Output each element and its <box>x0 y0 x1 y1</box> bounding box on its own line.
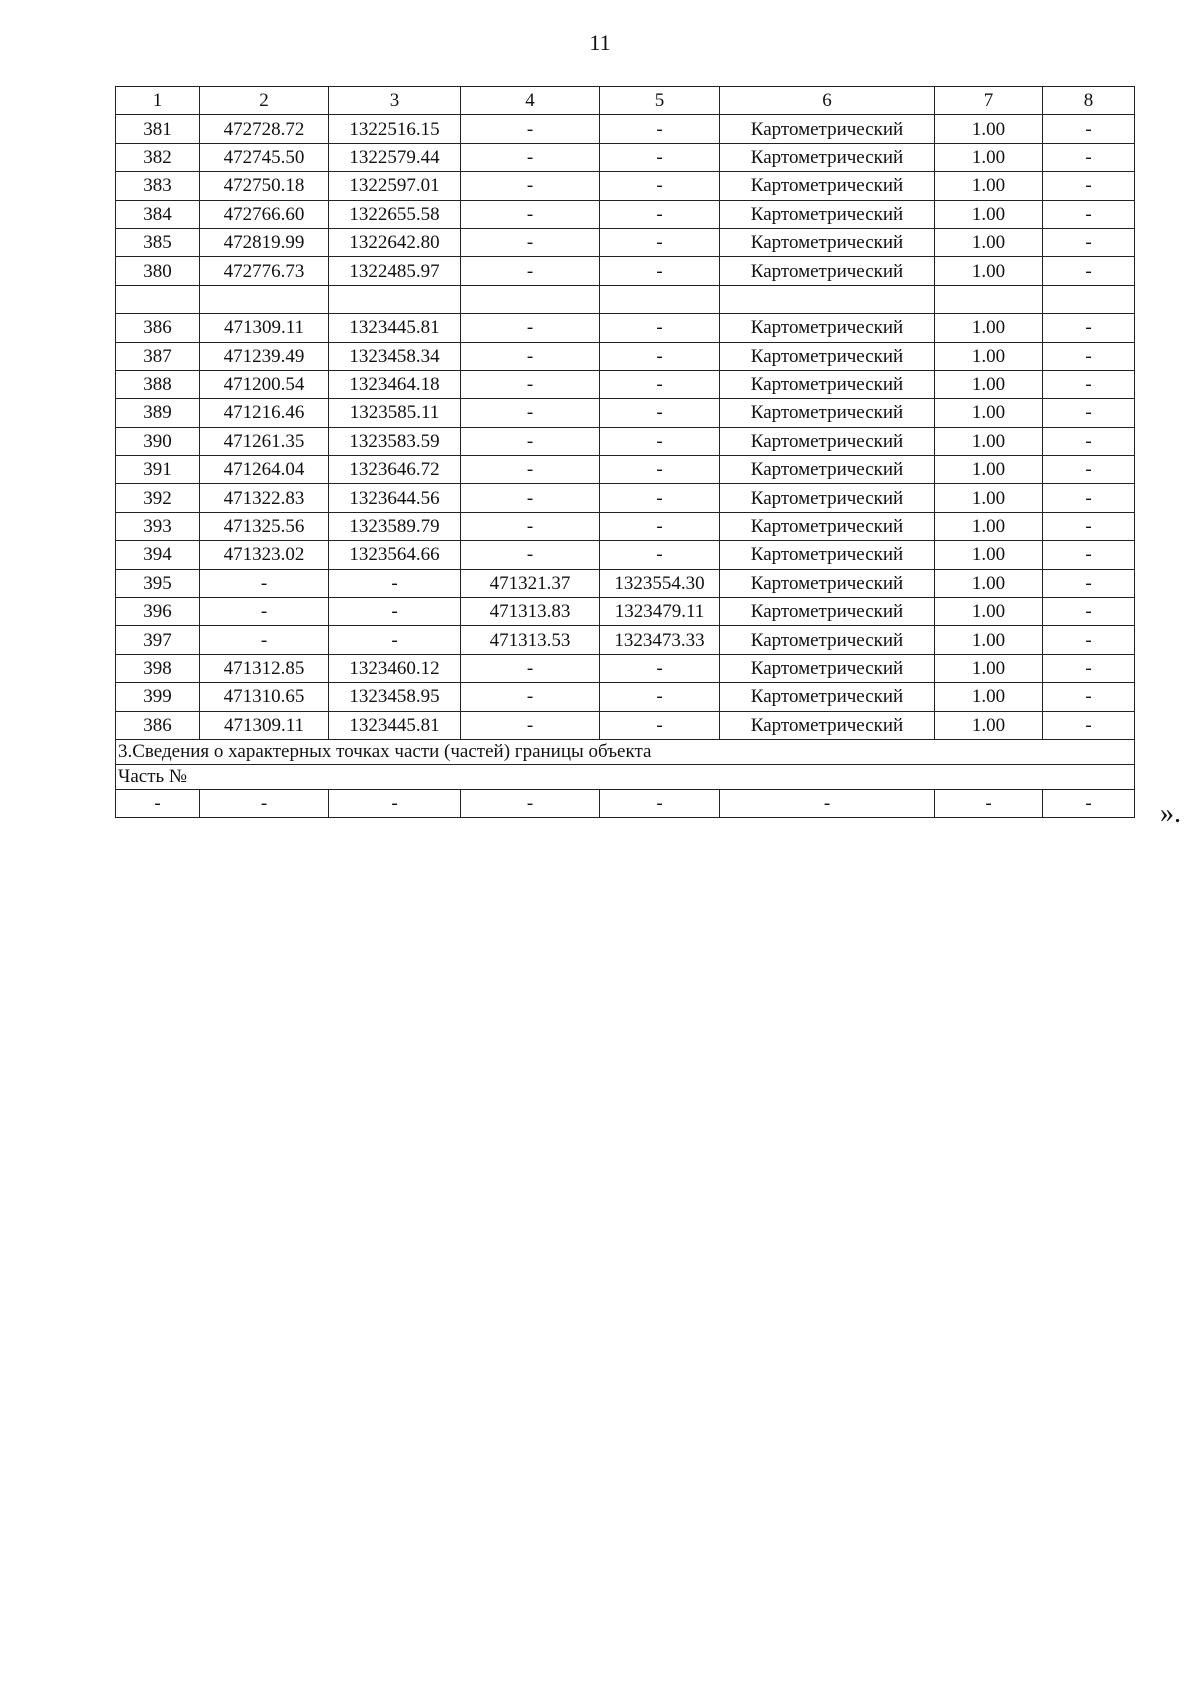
table-cell <box>329 285 461 313</box>
table-cell: - <box>1043 711 1135 739</box>
table-cell: Картометрический <box>720 711 935 739</box>
table-row <box>116 143 1135 171</box>
table-cell: 471309.11 <box>200 711 329 739</box>
column-header: 3 <box>329 87 461 115</box>
table-cell: 1323460.12 <box>329 654 461 682</box>
part-label-row <box>116 764 1135 789</box>
table-cell: - <box>935 789 1043 817</box>
part-label: Часть № <box>116 764 1135 789</box>
table-cell: Картометрический <box>720 200 935 228</box>
table-cell: 1323473.33 <box>600 626 720 654</box>
table-cell: 386 <box>116 314 200 342</box>
table-cell: 471322.83 <box>200 484 329 512</box>
table-cell: - <box>461 228 600 256</box>
table-cell: 382 <box>116 143 200 171</box>
table-cell: - <box>461 342 600 370</box>
table-cell: - <box>1043 427 1135 455</box>
table-row <box>116 512 1135 540</box>
table-cell: - <box>600 228 720 256</box>
table-cell: - <box>461 115 600 143</box>
table-cell: 1.00 <box>935 143 1043 171</box>
table-cell: 1.00 <box>935 569 1043 597</box>
table-cell: 1.00 <box>935 200 1043 228</box>
table-cell: Картометрический <box>720 484 935 512</box>
table-cell: 471313.83 <box>461 598 600 626</box>
table-cell: - <box>1043 172 1135 200</box>
page-number: 11 <box>589 30 611 55</box>
table-cell: Картометрический <box>720 569 935 597</box>
table-cell: 471309.11 <box>200 314 329 342</box>
table-cell: Картометрический <box>720 228 935 256</box>
table-cell: - <box>1043 399 1135 427</box>
table-cell <box>1043 285 1135 313</box>
table-cell: - <box>600 314 720 342</box>
table-cell: 398 <box>116 654 200 682</box>
table-cell: 1322597.01 <box>329 172 461 200</box>
table-cell: 471313.53 <box>461 626 600 654</box>
table-cell: Картометрический <box>720 456 935 484</box>
table-cell: 1323646.72 <box>329 456 461 484</box>
table-cell: - <box>461 456 600 484</box>
table-cell: 472728.72 <box>200 115 329 143</box>
table-cell: - <box>1043 115 1135 143</box>
table-cell: - <box>600 711 720 739</box>
table-row <box>116 427 1135 455</box>
table-cell <box>935 285 1043 313</box>
column-header: 7 <box>935 87 1043 115</box>
table-cell: - <box>329 789 461 817</box>
table-cell: - <box>600 143 720 171</box>
table-cell: 472766.60 <box>200 200 329 228</box>
table-cell: - <box>461 314 600 342</box>
table-row <box>116 541 1135 569</box>
table-cell: - <box>1043 512 1135 540</box>
table-cell: 471264.04 <box>200 456 329 484</box>
table-cell: - <box>461 683 600 711</box>
table-row <box>116 370 1135 398</box>
table-cell: - <box>1043 257 1135 285</box>
table-cell: - <box>461 427 600 455</box>
table-cell: Картометрический <box>720 654 935 682</box>
table-cell: 1323479.11 <box>600 598 720 626</box>
table-row <box>116 598 1135 626</box>
table-cell: 384 <box>116 200 200 228</box>
table-cell: 1.00 <box>935 342 1043 370</box>
table-cell: - <box>329 626 461 654</box>
table-cell: - <box>200 789 329 817</box>
table-cell: 391 <box>116 456 200 484</box>
table-cell: 1.00 <box>935 598 1043 626</box>
table-cell: 383 <box>116 172 200 200</box>
table-cell: 1.00 <box>935 456 1043 484</box>
table-cell: 1323445.81 <box>329 314 461 342</box>
table-cell: - <box>1043 342 1135 370</box>
table-cell: 471261.35 <box>200 427 329 455</box>
table-cell: 1.00 <box>935 228 1043 256</box>
table-cell: - <box>461 143 600 171</box>
table-cell: - <box>461 257 600 285</box>
table-cell: 1.00 <box>935 683 1043 711</box>
table-row <box>116 115 1135 143</box>
table-cell: - <box>720 789 935 817</box>
table-cell: Картометрический <box>720 427 935 455</box>
table-cell: Картометрический <box>720 683 935 711</box>
table-cell: 385 <box>116 228 200 256</box>
table-row <box>116 399 1135 427</box>
table-cell: - <box>1043 456 1135 484</box>
column-header: 1 <box>116 87 200 115</box>
table-row <box>116 654 1135 682</box>
table-cell <box>200 285 329 313</box>
table-cell: 1.00 <box>935 370 1043 398</box>
table-cell: 472750.18 <box>200 172 329 200</box>
table-cell: 1323589.79 <box>329 512 461 540</box>
table-cell: - <box>200 569 329 597</box>
table-row <box>116 711 1135 739</box>
table-cell: - <box>461 711 600 739</box>
table-cell: - <box>329 569 461 597</box>
table-cell: - <box>461 484 600 512</box>
table-cell: 472745.50 <box>200 143 329 171</box>
table-cell: - <box>1043 789 1135 817</box>
table-cell: 471312.85 <box>200 654 329 682</box>
table-row <box>116 285 1135 313</box>
table-cell <box>600 285 720 313</box>
table-cell: 396 <box>116 598 200 626</box>
table-row <box>116 456 1135 484</box>
table-cell: 1322642.80 <box>329 228 461 256</box>
table-cell: - <box>461 370 600 398</box>
table-cell: 471216.46 <box>200 399 329 427</box>
table-cell: - <box>600 789 720 817</box>
table-cell: 381 <box>116 115 200 143</box>
table-cell: 1323458.34 <box>329 342 461 370</box>
table-cell: 471200.54 <box>200 370 329 398</box>
table-cell: 1.00 <box>935 399 1043 427</box>
table-cell: Картометрический <box>720 399 935 427</box>
table-cell <box>116 285 200 313</box>
table-cell: - <box>1043 626 1135 654</box>
table-cell: - <box>1043 200 1135 228</box>
table-cell: - <box>461 789 600 817</box>
table-cell: 1323445.81 <box>329 711 461 739</box>
table-cell: 1.00 <box>935 654 1043 682</box>
table-cell: 392 <box>116 484 200 512</box>
table-cell: 395 <box>116 569 200 597</box>
table-cell: - <box>600 399 720 427</box>
table-cell: 471239.49 <box>200 342 329 370</box>
table-cell: 1323464.18 <box>329 370 461 398</box>
table-cell: 388 <box>116 370 200 398</box>
table-cell: 1.00 <box>935 484 1043 512</box>
table-row <box>116 228 1135 256</box>
table-row <box>116 200 1135 228</box>
table-row <box>116 569 1135 597</box>
table-cell: 1322516.15 <box>329 115 461 143</box>
column-header: 5 <box>600 87 720 115</box>
table-cell: 1.00 <box>935 541 1043 569</box>
table-cell: 1.00 <box>935 626 1043 654</box>
table-cell: - <box>1043 541 1135 569</box>
table-cell: Картометрический <box>720 541 935 569</box>
table-cell: 1.00 <box>935 314 1043 342</box>
table-cell: Картометрический <box>720 512 935 540</box>
table-cell: 1.00 <box>935 115 1043 143</box>
column-header: 6 <box>720 87 935 115</box>
table-row <box>116 626 1135 654</box>
column-header: 8 <box>1043 87 1135 115</box>
table-cell: - <box>600 115 720 143</box>
table-cell: Картометрический <box>720 172 935 200</box>
table-cell: - <box>116 789 200 817</box>
table-cell: 471323.02 <box>200 541 329 569</box>
table-cell: 1323583.59 <box>329 427 461 455</box>
table-cell: - <box>1043 683 1135 711</box>
coordinates-table <box>115 86 1135 818</box>
table-cell: 472819.99 <box>200 228 329 256</box>
table-cell: Картометрический <box>720 598 935 626</box>
table-cell: - <box>1043 228 1135 256</box>
table-cell: - <box>1043 598 1135 626</box>
table-row <box>116 342 1135 370</box>
table-cell: Картометрический <box>720 257 935 285</box>
table-cell: 387 <box>116 342 200 370</box>
table-cell: 380 <box>116 257 200 285</box>
table-cell: - <box>200 626 329 654</box>
table-cell: - <box>600 427 720 455</box>
table-cell: - <box>200 598 329 626</box>
table-cell: Картометрический <box>720 115 935 143</box>
table-cell <box>461 285 600 313</box>
table-cell: - <box>600 200 720 228</box>
table-cell: - <box>600 484 720 512</box>
table-cell: - <box>461 200 600 228</box>
table-cell: Картометрический <box>720 314 935 342</box>
table-cell: - <box>600 456 720 484</box>
table-row <box>116 683 1135 711</box>
table-row <box>116 172 1135 200</box>
table-cell: - <box>600 541 720 569</box>
table-row <box>116 257 1135 285</box>
table-cell: Картометрический <box>720 626 935 654</box>
table-row <box>116 314 1135 342</box>
table-cell: 1322655.58 <box>329 200 461 228</box>
table-cell: - <box>1043 143 1135 171</box>
section-title: 3.Сведения о характерных точках части (частей) границы объекта <box>116 739 1135 764</box>
table-cell: 393 <box>116 512 200 540</box>
table-cell: 1.00 <box>935 512 1043 540</box>
table-cell: 471325.56 <box>200 512 329 540</box>
table-cell: 1.00 <box>935 257 1043 285</box>
table-header-row <box>116 87 1135 115</box>
table-cell: - <box>461 172 600 200</box>
table-cell: 1323554.30 <box>600 569 720 597</box>
table-cell: Картометрический <box>720 143 935 171</box>
table-cell: 1323564.66 <box>329 541 461 569</box>
table-cell: 1323458.95 <box>329 683 461 711</box>
table-cell: - <box>600 342 720 370</box>
table-cell: - <box>1043 484 1135 512</box>
column-header: 4 <box>461 87 600 115</box>
table-cell: - <box>1043 370 1135 398</box>
table-cell: 471321.37 <box>461 569 600 597</box>
column-header: 2 <box>200 87 329 115</box>
table-cell: 1322579.44 <box>329 143 461 171</box>
table-cell: - <box>461 541 600 569</box>
table-cell: - <box>600 257 720 285</box>
table-cell: 1322485.97 <box>329 257 461 285</box>
table-cell <box>720 285 935 313</box>
table-cell: - <box>461 399 600 427</box>
table-cell: 471310.65 <box>200 683 329 711</box>
part-row <box>116 789 1135 817</box>
closing-quote: ». <box>1160 798 1181 829</box>
table-cell: - <box>600 172 720 200</box>
table-cell: 394 <box>116 541 200 569</box>
table-cell: - <box>600 512 720 540</box>
table-cell: 390 <box>116 427 200 455</box>
section-title-row <box>116 739 1135 764</box>
table-cell: 1.00 <box>935 711 1043 739</box>
table-cell: - <box>329 598 461 626</box>
table-cell: 1.00 <box>935 427 1043 455</box>
table-cell: 397 <box>116 626 200 654</box>
table-cell: - <box>1043 314 1135 342</box>
table-cell: - <box>461 512 600 540</box>
table-cell: - <box>1043 569 1135 597</box>
table-cell: - <box>600 370 720 398</box>
table-cell: Картометрический <box>720 370 935 398</box>
table-cell: 1323585.11 <box>329 399 461 427</box>
table-cell: - <box>600 683 720 711</box>
table-cell: - <box>600 654 720 682</box>
table-cell: 399 <box>116 683 200 711</box>
table-cell: 386 <box>116 711 200 739</box>
table-cell: Картометрический <box>720 342 935 370</box>
table-cell: - <box>461 654 600 682</box>
table-cell: 472776.73 <box>200 257 329 285</box>
table-cell: 1323644.56 <box>329 484 461 512</box>
table-cell: 1.00 <box>935 172 1043 200</box>
table-row <box>116 484 1135 512</box>
table-cell: - <box>1043 654 1135 682</box>
table-cell: 389 <box>116 399 200 427</box>
